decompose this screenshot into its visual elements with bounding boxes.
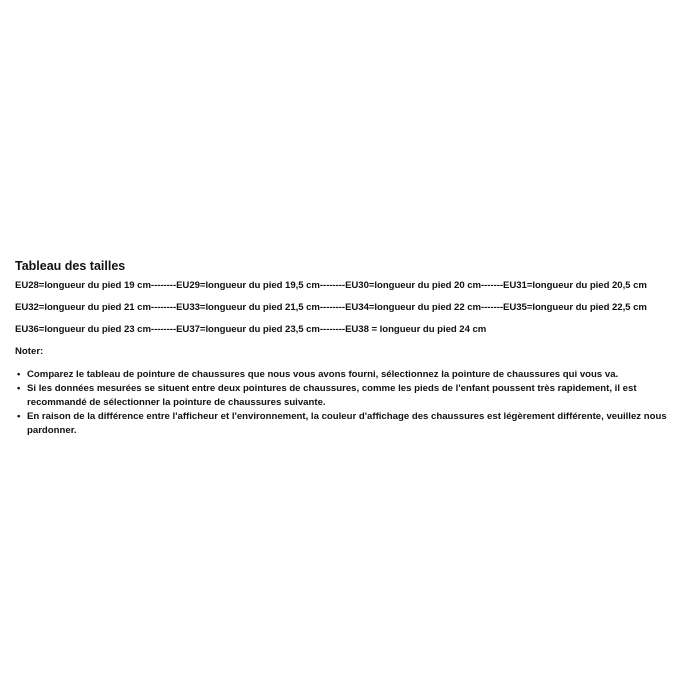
note-item xyxy=(17,382,687,410)
note-item xyxy=(17,368,687,382)
bullet-icon: • xyxy=(17,411,21,422)
bullet-icon: • xyxy=(17,383,21,394)
note-text: Comparez le tableau de pointure de chaussures que nous vous avons fourni, sélectionnez la pointure de chaussures qui vous va. xyxy=(27,369,619,380)
note-item xyxy=(17,410,687,438)
note-label: Noter: xyxy=(15,346,44,357)
note-text: Si les données mesurées se situent entre deux pointures de chaussures, comme les pieds de l'enfant poussent très rapidement, il est recommandé de sélectionner la pointure de chaussures suivante. xyxy=(27,383,637,408)
bullet-icon: • xyxy=(17,369,21,380)
size-line: EU36=longueur du pied 23 cm--------EU37=longueur du pied 23,5 cm--------EU38 = longueur du pied 24 cm xyxy=(15,324,487,335)
note-text: En raison de la différence entre l'afficheur et l'environnement, la couleur d'affichage des chaussures est légèrement différente, veuillez nous pardonner. xyxy=(27,411,667,436)
section-title: Tableau des tailles xyxy=(15,259,126,273)
size-line: EU28=longueur du pied 19 cm--------EU29=longueur du pied 19,5 cm--------EU30=longueur du pied 20 cm-------EU31=longueur du pied 20,5 cm xyxy=(15,280,647,291)
size-line: EU32=longueur du pied 21 cm--------EU33=longueur du pied 21,5 cm--------EU34=longueur du pied 22 cm-------EU35=longueur du pied 22,5 cm xyxy=(15,302,647,313)
notes-list xyxy=(15,368,687,438)
size-chart-section xyxy=(15,258,687,438)
